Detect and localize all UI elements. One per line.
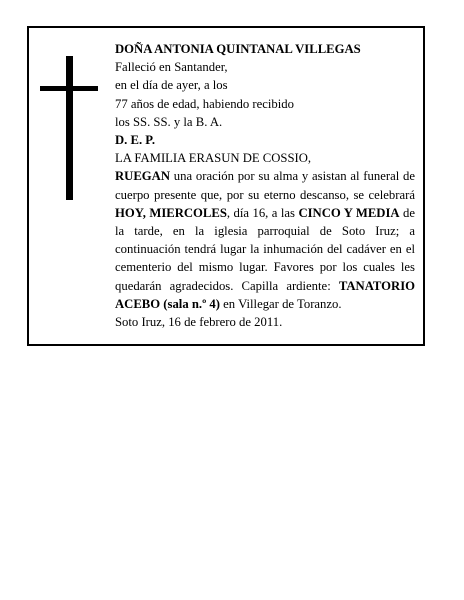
cross-icon (66, 56, 73, 200)
notice-line-1: Falleció en Santander, (115, 60, 228, 75)
family-line: LA FAMILIA ERASUN DE COSSIO, (115, 151, 312, 166)
obituary-notice (27, 26, 425, 346)
paragraph-text-2: , día 16, a las (226, 205, 299, 220)
notice-text (115, 40, 415, 331)
cross-icon-bar (40, 86, 98, 91)
deceased-name: DOÑA ANTONIA QUINTANAL VILLEGAS (115, 42, 361, 56)
ruegan-word: RUEGAN (115, 169, 170, 184)
notice-line-3: 77 años de edad, habiendo recibido (115, 96, 294, 111)
closing-line: Soto Iruz, 16 de febrero de 2011. (115, 315, 283, 330)
time-text: CINCO Y MEDIA (298, 205, 400, 220)
notice-line-2: en el día de ayer, a los (115, 78, 228, 93)
paragraph-text-3: de la tarde, en la iglesia parroquial de Soto Iruz; a continuación tendrá lugar la inhumación del cadáver en el cementerio del mismo lugar. Favores por los cuales les quedarán agradecidos. Capilla ardiente: (115, 205, 415, 293)
tanatorio-text: TANATORIO ACEBO (sala n.º 4) (115, 278, 415, 311)
notice-line-4: los SS. SS. y la B. A. (115, 114, 223, 129)
funeral-paragraph (115, 167, 415, 313)
dep-label: D. E. P. (115, 133, 156, 148)
day-text: HOY, MIERCOLES (115, 205, 227, 220)
paragraph-text-1: una oración por su alma y asistan al funeral de cuerpo presente que, por su eterno descanso, se celebrará (115, 169, 415, 202)
paragraph-text-4: en Villegar de Toranzo. (220, 296, 342, 311)
